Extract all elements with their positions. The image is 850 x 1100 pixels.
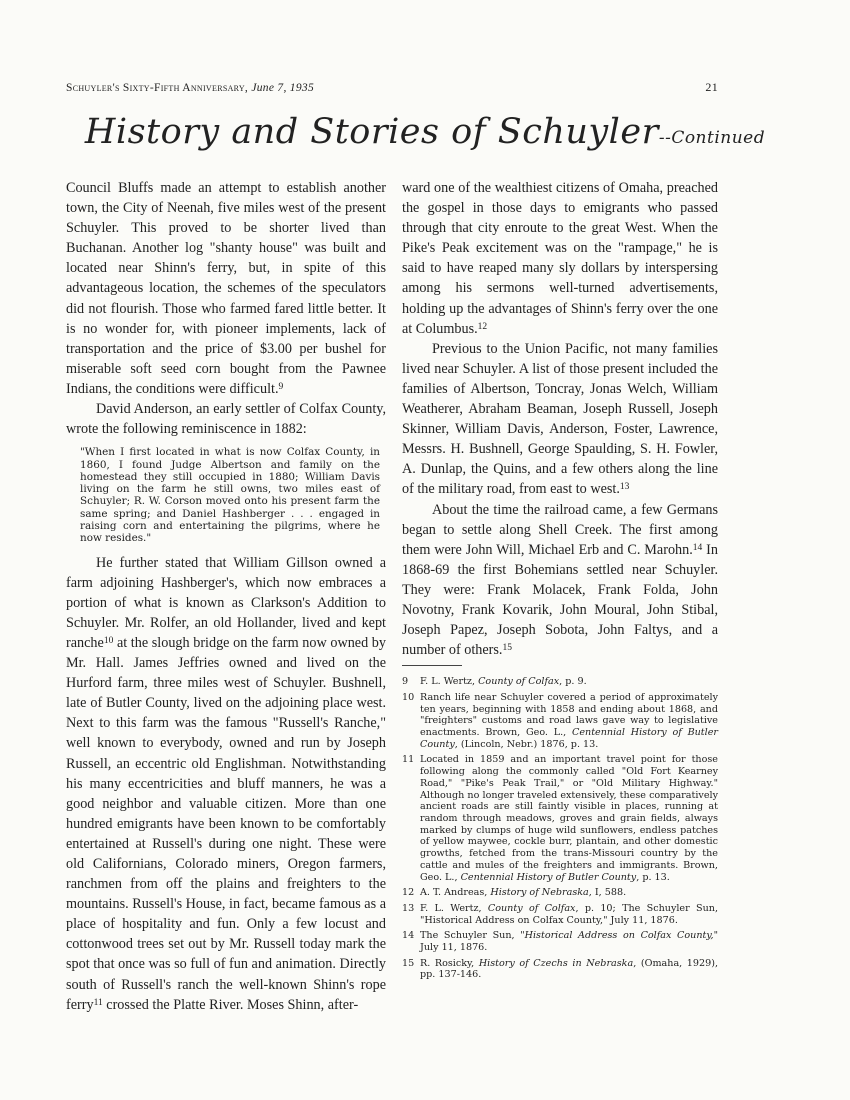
footnote-title: Centennial History of Butler County xyxy=(460,871,637,883)
paragraph-text: Previous to the Union Pacific, not many families lived near Schuyler. A list of those present included the families of Albertson, Toncray, Jonas Welch, William Weatherer, Abraham Beaman, Joseph Russell, Joseph Skinner, William Davis, Anderson, Foster, Lawrence, Messrs. H. Bushnell, George Spaulding, S. H. Fowler, A. Dunlap, the Quins, and a few others along the line of the military road, from east to west. xyxy=(402,340,718,498)
left-column xyxy=(66,178,386,1015)
title-continued: --Continued xyxy=(658,128,766,148)
footnote-ref: 15 xyxy=(502,643,512,654)
footnote-text xyxy=(420,887,718,899)
paragraph-text: ward one of the wealthiest citizens of Omaha, preached the gospel in those days to emigrants who passed through that city enroute to the great West. When the Pike's Peak excitement was on the "rampage," he is said to have reaped many sly dollars by interspersing among his sermons well-turned advertisements, holding up the advantages of Shinn's ferry over the one at Columbus. xyxy=(402,180,718,337)
paragraph-text: About the time the railroad came, a few Germans began to settle along Shell Creek. The first among them were John Will, Michael Erb and C. Marohn. xyxy=(402,501,718,558)
footnote-title: "Historical Address on Colfax County," xyxy=(520,930,718,942)
footnote-text xyxy=(420,903,718,926)
paragraph xyxy=(402,339,718,500)
running-header xyxy=(66,80,718,95)
footnote-text-part: R. Rosicky, xyxy=(420,957,479,969)
footnote-text xyxy=(420,958,718,981)
footnote-number: 13 xyxy=(402,902,415,914)
paragraph xyxy=(66,553,386,1015)
paragraph xyxy=(402,178,718,339)
paragraph-text: at the slough bridge on the farm now owned by Mr. Hall. James Jeffries owned and lived on the Hurford farm, three miles west of Schuyler. Bushnell, late of Butler County, lived on the adjoining place west. Next to this farm was the famous "Russell's Ranche," well known to everybody, owned and run by Joseph Russell, an eccentric old Englishman. Notwithstanding his many eccentricities and bluff manners, he was a good neighbor and valuable citizen. More than one hundred emigrants have been known to be comfortably entertained at Russell's during one night. These were old Californians, Colorado miners, Oregon farmers, ranchmen from off the plains and freighters to the mountains. Russell's House, in fact, became famous as a place of hospitality and fun. Only a few locust and cottonwood trees set out by Mr. Russell today mark the spot that once was so full of fun and animation. Directly south of Russell's ranch the well-known Shinn's rope ferry xyxy=(66,634,386,1013)
footnote-text-part: Ranch life near Schuyler covered a period of approximately ten years, beginning with 1858 and ending about 1868, and "freighters" customs and road laws gave way to legislative enactments. Brown, Geo. L., xyxy=(420,691,718,739)
footnote-text-part: The Schuyler Sun, xyxy=(420,930,521,942)
page-number: 21 xyxy=(705,80,718,94)
footnote-text xyxy=(420,676,718,688)
footnote-number: 10 xyxy=(402,691,415,703)
page-title xyxy=(0,112,850,152)
footnote-text-part: F. L. Wertz, xyxy=(420,902,488,914)
paragraph xyxy=(66,178,386,399)
footnote-text-part: , p. 9. xyxy=(559,676,587,688)
footnote-ref: 9 xyxy=(278,381,284,392)
paragraph: David Anderson, an early settler of Colfax County, wrote the following reminiscence in 1882: xyxy=(66,401,386,438)
footnote-title: History of Czechs in Nebraska xyxy=(478,957,634,969)
footnote-title: Centennial History of Butler County xyxy=(420,727,718,750)
footnote-number: 12 xyxy=(402,887,415,899)
footnote-number: 11 xyxy=(402,754,415,766)
footnote-text-part: , p. 13. xyxy=(636,871,670,883)
footnote-title: County of Colfax xyxy=(487,902,576,914)
paragraph-text: In 1868-69 the first Bohemians settled near Schuyler. They were: Frank Molacek, Frank Folda, John Novotny, Frank Kovarik, John Moural, John Stibal, Joseph Papez, Joseph Sobota, John Faltys, and a number of others. xyxy=(402,541,718,659)
footnote-text-part: , I, 588. xyxy=(588,887,627,899)
paragraph-text: Council Bluffs made an attempt to establish another town, the City of Neenah, five miles west of the present Schuyler. This proved to be shorter lived than Buchanan. Another log "shanty house" was built and located near Shinn's ferry, but, in spite of this advantageous location, the schemes of the speculators did not flourish. Those who farmed fared little better. It is no wonder for, with pioneer implements, lack of transportation and the price of $3.00 per bushel for miserable soft seed corn bought from the Pawnee Indians, the conditions were difficult. xyxy=(66,180,386,397)
block-quote: "When I first located in what is now Colfax County, in 1860, I found Judge Albertson and family on the homestead they still occupied in 1880; William Davis living on the farm he still owns, two miles east of Schuyler; R. W. Corson moved onto his present farm the same spring; and Daniel Hashberger . . . engaged in raising corn and entertaining the pilgrims, where he now resides." xyxy=(80,446,380,545)
footnote-ref: 14 xyxy=(692,542,703,553)
footnote xyxy=(402,692,718,751)
footnote-text-part: Located in 1859 and an important travel point for those following along the commonly called "Old Fort Kearney Road," "Pike's Peak Trail," or "Old Military Highway." Although no longer traveled extensively, these comparatively ancient roads are still faintly visible in places, running at random through meadows, groves and grain fields, always marked by clumps of huge wild sunflowers, endless patches of yellow maywee, cockle burr, plantain, and other domestic growths, fetched from the trans-Missouri country by the cattle and mules of the freighters and immigrants. Brown, Geo. L., xyxy=(420,754,718,883)
footnote-text-part: , (Lincoln, Nebr.) 1876, p. 13. xyxy=(454,738,599,750)
paragraph xyxy=(402,500,718,661)
footnote-text-part: , p. 10; The Schuyler Sun, "Historical Address on Colfax County," July 11, 1876. xyxy=(420,902,718,926)
footnote-ref: 11 xyxy=(93,997,103,1008)
footnote-text xyxy=(420,754,718,883)
footnote xyxy=(402,930,718,953)
footnote-text-part: July 11, 1876. xyxy=(420,942,488,954)
header-date: June 7, 1935 xyxy=(251,82,314,94)
footnote-title: County of Colfax xyxy=(478,676,560,688)
running-title-text: Schuyler's Sixty-Fifth Anniversary, xyxy=(66,82,249,94)
footnote-number: 15 xyxy=(402,957,415,969)
title-main: History and Stories of Schuyler xyxy=(84,112,659,152)
footnote xyxy=(402,754,718,883)
footnote-number: 14 xyxy=(402,930,415,942)
footnote-divider xyxy=(402,665,462,666)
footnotes xyxy=(402,676,718,981)
footnote-text-part: , (Omaha, 1929), pp. 137-146. xyxy=(420,957,719,981)
footnote xyxy=(402,676,718,688)
footnote xyxy=(402,958,718,981)
footnote-text xyxy=(420,692,718,751)
footnote-title: History of Nebraska xyxy=(490,887,589,899)
running-title xyxy=(66,82,314,94)
footnote-number: 9 xyxy=(402,676,409,688)
footnote-ref: 13 xyxy=(619,482,630,493)
footnote-ref: 10 xyxy=(103,635,114,646)
footnote-text-part: F. L. Wertz, xyxy=(420,676,479,688)
footnote-text xyxy=(420,930,718,953)
footnote xyxy=(402,887,718,899)
paragraph-text: crossed the Platte River. Moses Shinn, after- xyxy=(102,996,359,1013)
right-column xyxy=(402,178,718,985)
footnote-ref: 12 xyxy=(477,321,488,332)
footnote-text-part: A. T. Andreas, xyxy=(420,887,491,899)
footnote xyxy=(402,903,718,926)
paragraph-text: He further stated that William Gillson owned a farm adjoining Hashberger's, which now embraces a portion of what is known as Clarkson's Addition to Schuyler. Mr. Rolfer, an old Hollander, lived and kept ranche xyxy=(66,554,386,651)
